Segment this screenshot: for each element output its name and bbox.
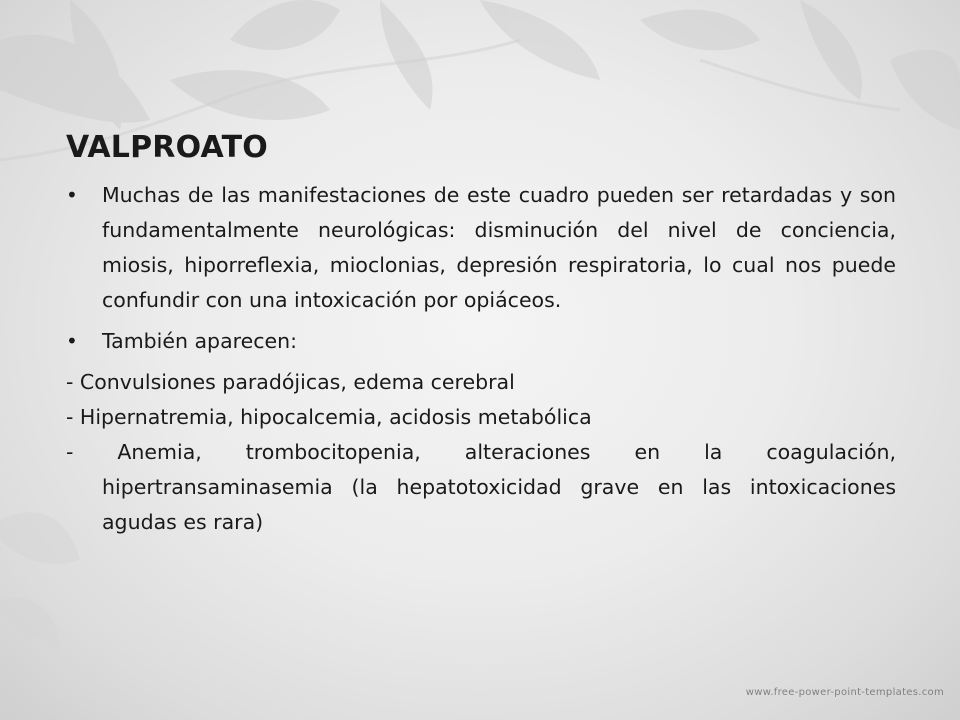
- slide-title: VALPROATO: [66, 130, 268, 165]
- template-watermark: www.free-power-point-templates.com: [745, 687, 944, 698]
- bullet-item: [66, 178, 896, 318]
- bullet-item: [66, 324, 896, 359]
- dash-item: - Anemia, trombocitopenia, alteraciones en la coagulación, hipertransaminasemia (la hepatotoxicidad grave en las intoxicaciones agudas es rara): [66, 440, 896, 534]
- dash-item: - Hipernatremia, hipocalcemia, acidosis metabólica: [66, 405, 592, 429]
- bullet-icon: •: [66, 183, 78, 207]
- bullet-icon: •: [66, 329, 78, 353]
- slide-content: [66, 128, 896, 540]
- bullet-text: También aparecen:: [102, 329, 298, 353]
- bullet-text: Muchas de las manifestaciones de este cuadro pueden ser retardadas y son fundamentalmente neurológicas: disminución del nivel de conciencia, miosis, hiporreflexia, mioclonias, depresión respiratoria, lo cual nos puede confundir con una intoxicación por opiáceos.: [102, 183, 896, 312]
- dash-item: - Convulsiones paradójicas, edema cerebral: [66, 370, 515, 394]
